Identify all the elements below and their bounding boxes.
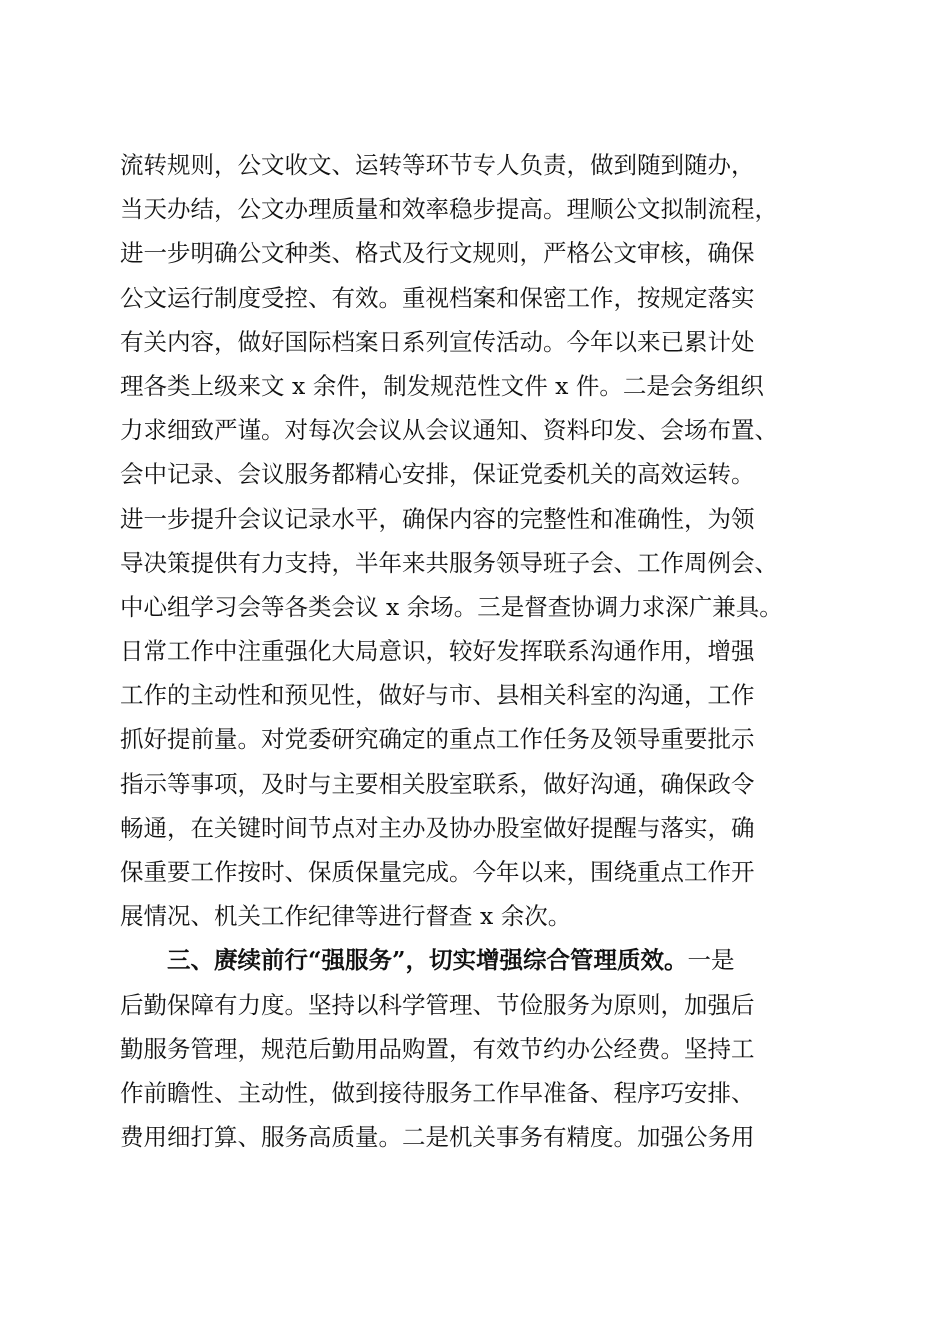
section-3-heading: 三、赓续前行“强服务”，切实增强综合管理质效。 bbox=[167, 946, 688, 975]
body-line: 导决策提供有力支持，半年来共服务领导班子会、工作周例会、 bbox=[120, 548, 778, 577]
body-line: 理各类上级来文 x 余件，制发规范性文件 x 件。二是会务组织 bbox=[120, 371, 764, 400]
body-line: 中心组学习会等各类会议 x 余场。三是督查协调力求深广兼具。 bbox=[120, 592, 783, 621]
body-line: 指示等事项，及时与主要相关股室联系，做好沟通，确保政令 bbox=[120, 769, 755, 798]
body-line: 公文运行制度受控、有效。重视档案和保密工作，按规定落实 bbox=[120, 283, 755, 312]
body-line: 力求细致严谨。对每次会议从会议通知、资料印发、会场布置、 bbox=[120, 416, 778, 445]
body-line: 抓好提前量。对党委研究确定的重点工作任务及领导重要批示 bbox=[120, 725, 755, 754]
body-line: 勤服务管理，规范后勤用品购置，有效节约办公经费。坚持工 bbox=[120, 1034, 755, 1063]
body-line: 保重要工作按时、保质保量完成。今年以来，围绕重点工作开 bbox=[120, 858, 755, 886]
body-line: 进一步明确公文种类、格式及行文规则，严格公文审核，确保 bbox=[120, 239, 755, 268]
body-line: 进一步提升会议记录水平，确保内容的完整性和准确性，为领 bbox=[120, 504, 755, 533]
section-3-first-line-rest: 一是 bbox=[687, 946, 735, 975]
body-line: 日常工作中注重强化大局意识，较好发挥联系沟通作用，增强 bbox=[120, 637, 755, 666]
body-line: 费用细打算、服务高质量。二是机关事务有精度。加强公务用 bbox=[120, 1123, 755, 1152]
body-line: 工作的主动性和预见性，做好与市、县相关科室的沟通，工作 bbox=[120, 681, 755, 710]
body-line: 作前瞻性、主动性，做到接待服务工作早准备、程序巧安排、 bbox=[120, 1078, 755, 1107]
document-body bbox=[120, 143, 850, 1159]
body-line: 有关内容，做好国际档案日系列宣传活动。今年以来已累计处 bbox=[120, 327, 755, 356]
body-line: 会中记录、会议服务都精心安排，保证党委机关的高效运转。 bbox=[120, 460, 755, 489]
body-line: 流转规则，公文收文、运转等环节专人负责，做到随到随办， bbox=[120, 151, 755, 179]
body-line: 当天办结，公文办理质量和效率稳步提高。理顺公文拟制流程， bbox=[120, 195, 778, 224]
body-line: 展情况、机关工作纪律等进行督查 x 余次。 bbox=[120, 902, 572, 931]
body-line: 后勤保障有力度。坚持以科学管理、节俭服务为原则，加强后 bbox=[120, 990, 755, 1019]
body-line: 畅通，在关键时间节点对主办及协办股室做好提醒与落实，确 bbox=[120, 813, 755, 842]
section-heading-line bbox=[120, 938, 850, 982]
